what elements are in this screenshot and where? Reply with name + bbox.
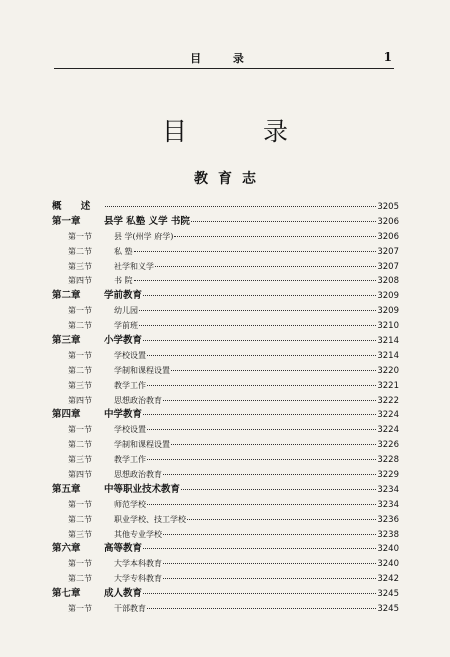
- toc-section-entry: [52, 572, 399, 587]
- dot-leader: [147, 459, 376, 460]
- entry-page-number: 3224: [377, 410, 399, 421]
- entry-title: 思想政治教育: [114, 395, 162, 405]
- dot-leader: [143, 340, 376, 341]
- dot-leader: [134, 280, 377, 281]
- entry-page-number: 3242: [377, 574, 399, 585]
- entry-title: 学制和课程设置: [114, 440, 170, 450]
- toc-section-entry: [52, 364, 399, 379]
- entry-title: 学前班: [114, 321, 138, 331]
- entry-number: 第二节: [68, 574, 92, 584]
- dot-leader: [187, 519, 376, 520]
- entry-title: 中等职业技术教育: [104, 483, 181, 495]
- dot-leader: [105, 206, 376, 207]
- entry-title: 小学教育: [104, 335, 143, 347]
- toc-section-entry: [52, 245, 399, 260]
- entry-page-number: 3207: [377, 246, 399, 257]
- entry-number: 第七章: [52, 588, 81, 600]
- dot-leader: [147, 429, 376, 430]
- entry-page-number: 3207: [377, 261, 399, 272]
- dot-leader: [163, 563, 376, 564]
- entry-title: 成人教育: [104, 588, 143, 600]
- page-header: [54, 50, 394, 69]
- table-of-contents: [52, 200, 399, 617]
- toc-section-entry: [52, 379, 399, 394]
- entry-number: 第一节: [68, 425, 92, 435]
- entry-title: 中学教育: [104, 409, 143, 421]
- entry-title: 学制和课程设置: [114, 365, 170, 375]
- toc-section-entry: [52, 260, 399, 275]
- toc-overview-entry: [52, 200, 399, 215]
- toc-section-entry: [52, 423, 399, 438]
- toc-section-entry: [52, 453, 399, 468]
- entry-page-number: 3208: [377, 276, 399, 287]
- entry-page-number: 3220: [377, 365, 399, 376]
- dot-leader: [147, 504, 376, 505]
- entry-number: 第三节: [68, 261, 92, 271]
- entry-page-number: 3224: [377, 425, 399, 436]
- entry-number: 第一节: [68, 604, 92, 614]
- dot-leader: [171, 370, 376, 371]
- entry-number: 第六章: [52, 543, 81, 555]
- toc-section-entry: [52, 513, 399, 528]
- entry-title: 幼儿园: [114, 306, 138, 316]
- running-title: 目 录: [190, 52, 258, 65]
- toc-chapter-entry: [52, 587, 399, 602]
- page-number: 1: [383, 50, 392, 64]
- entry-title: 教学工作: [114, 455, 146, 465]
- dot-leader: [163, 534, 376, 535]
- toc-section-entry: [52, 602, 399, 617]
- entry-title: 思想政治教育: [114, 470, 162, 480]
- entry-page-number: 3236: [377, 514, 399, 525]
- entry-number: 第三节: [68, 455, 92, 465]
- toc-chapter-entry: [52, 542, 399, 557]
- dot-leader: [181, 489, 376, 490]
- toc-section-entry: [52, 438, 399, 453]
- entry-number: 第二章: [52, 290, 81, 302]
- toc-section-entry: [52, 230, 399, 245]
- entry-page-number: 3229: [377, 470, 399, 481]
- dot-leader: [155, 266, 376, 267]
- toc-section-entry: [52, 468, 399, 483]
- entry-page-number: 3228: [377, 455, 399, 466]
- entry-number: 第一节: [68, 350, 92, 360]
- toc-section-entry: [52, 498, 399, 513]
- entry-number: 第四节: [68, 395, 92, 405]
- entry-page-number: 3210: [377, 321, 399, 332]
- entry-number: 第五章: [52, 483, 81, 495]
- entry-number: 第三节: [68, 380, 92, 390]
- entry-page-number: 3240: [377, 559, 399, 570]
- entry-title: 县学 私塾 义学 书院: [104, 215, 190, 227]
- entry-title: 学校设置: [114, 425, 146, 435]
- toc-chapter-entry: [52, 334, 399, 349]
- toc-chapter-entry: [52, 408, 399, 423]
- entry-page-number: 3205: [377, 202, 399, 212]
- dot-leader: [147, 355, 376, 356]
- dot-leader: [139, 310, 376, 311]
- entry-number: 第四节: [68, 276, 92, 286]
- dot-leader: [143, 548, 376, 549]
- dot-leader: [174, 236, 376, 237]
- toc-chapter-entry: [52, 483, 399, 498]
- dot-leader: [143, 414, 376, 415]
- dot-leader: [163, 578, 376, 579]
- entry-page-number: 3209: [377, 291, 399, 302]
- toc-section-entry: [52, 274, 399, 289]
- entry-number: 概 述: [52, 201, 99, 212]
- dot-leader: [139, 325, 376, 326]
- entry-title: 学前教育: [104, 290, 143, 302]
- entry-page-number: 3245: [377, 604, 399, 615]
- dot-leader: [143, 295, 376, 296]
- entry-number: 第一章: [52, 215, 81, 227]
- entry-title: 县 学(州学 府学): [114, 231, 174, 241]
- entry-number: 第四节: [68, 470, 92, 480]
- entry-number: 第二节: [68, 365, 92, 375]
- entry-number: 第一节: [68, 306, 92, 316]
- dot-leader: [191, 221, 376, 222]
- entry-page-number: 3206: [377, 231, 399, 242]
- entry-title: 大学本科教育: [114, 559, 162, 569]
- entry-number: 第二节: [68, 514, 92, 524]
- entry-title: 私 塾: [114, 246, 133, 256]
- dot-leader: [171, 444, 376, 445]
- toc-section-entry: [52, 394, 399, 409]
- entry-page-number: 3245: [377, 589, 399, 600]
- entry-title: 社学和义学: [114, 261, 154, 271]
- entry-page-number: 3240: [377, 544, 399, 555]
- entry-title: 教学工作: [114, 380, 146, 390]
- entry-page-number: 3226: [377, 440, 399, 451]
- dot-leader: [147, 385, 376, 386]
- entry-page-number: 3214: [377, 350, 399, 361]
- entry-title: 高等教育: [104, 543, 143, 555]
- entry-page-number: 3206: [377, 216, 399, 227]
- entry-page-number: 3209: [377, 306, 399, 317]
- entry-title: 书 院: [114, 276, 133, 286]
- toc-chapter-entry: [52, 289, 399, 304]
- toc-chapter-entry: [52, 215, 399, 230]
- toc-section-entry: [52, 349, 399, 364]
- entry-title: 学校设置: [114, 350, 146, 360]
- entry-page-number: 3238: [377, 529, 399, 540]
- dot-leader: [147, 608, 376, 609]
- toc-section-entry: [52, 557, 399, 572]
- dot-leader: [143, 593, 376, 594]
- entry-number: 第四章: [52, 409, 81, 421]
- entry-page-number: 3234: [377, 499, 399, 510]
- entry-number: 第二节: [68, 440, 92, 450]
- page-title: 目 录: [162, 117, 322, 146]
- entry-number: 第三章: [52, 335, 81, 347]
- entry-title: 其他专业学校: [114, 529, 162, 539]
- entry-number: 第一节: [68, 231, 92, 241]
- entry-number: 第二节: [68, 321, 92, 331]
- toc-section-entry: [52, 319, 399, 334]
- entry-number: 第一节: [68, 499, 92, 509]
- entry-number: 第三节: [68, 529, 92, 539]
- entry-page-number: 3221: [377, 380, 399, 391]
- entry-title: 大学专科教育: [114, 574, 162, 584]
- toc-section-entry: [52, 304, 399, 319]
- dot-leader: [134, 251, 377, 252]
- toc-section-entry: [52, 528, 399, 543]
- entry-title: 师范学校: [114, 499, 146, 509]
- entry-title: 干部教育: [114, 604, 146, 614]
- entry-page-number: 3214: [377, 336, 399, 347]
- entry-page-number: 3234: [377, 484, 399, 495]
- section-subtitle: 教育志: [194, 171, 266, 187]
- entry-number: 第二节: [68, 246, 92, 256]
- entry-title: 职业学校、技工学校: [114, 514, 186, 524]
- entry-page-number: 3222: [377, 395, 399, 406]
- dot-leader: [163, 400, 376, 401]
- dot-leader: [163, 474, 376, 475]
- entry-number: 第一节: [68, 559, 92, 569]
